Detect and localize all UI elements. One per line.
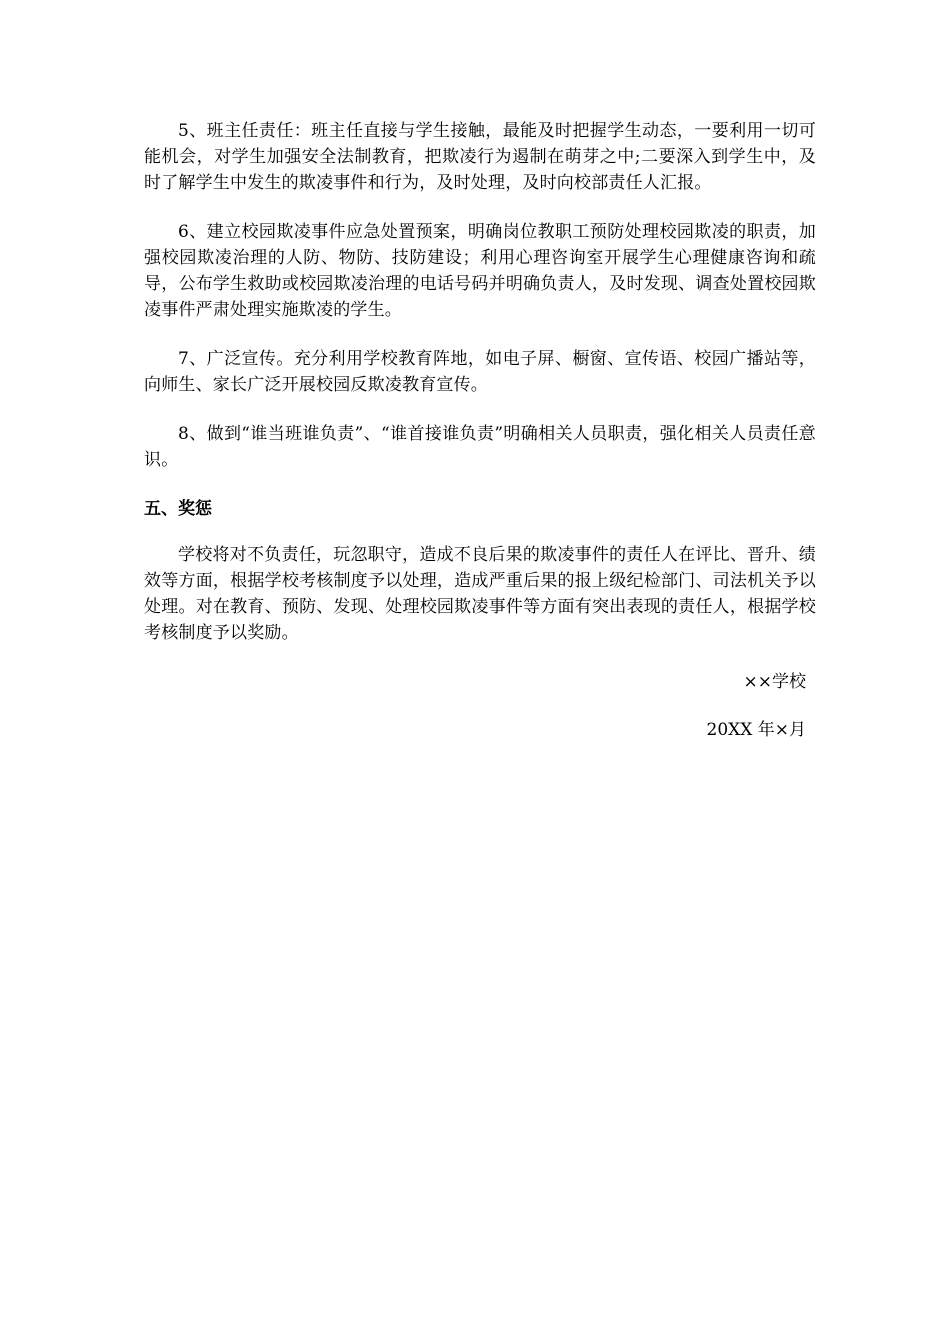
document-body [144, 118, 816, 765]
paragraph-8: 8、做到“谁当班谁负责”、“谁首接谁负责”明确相关人员职责，强化相关人员责任意识。 [144, 424, 816, 470]
paragraph-6: 6、建立校园欺凌事件应急处置预案，明确岗位教职工预防处理校园欺凌的职责，加强校园欺凌治理的人防、物防、技防建设；利用心理咨询室开展学生心理健康咨询和疏导，公布学生救助或校园欺凌治理的电话号码并明确负责人，及时发现、调查处置校园欺凌事件严肃处理实施欺凌的学生。 [144, 222, 816, 320]
paragraph-7: 7、广泛宣传。充分利用学校教育阵地，如电子屏、橱窗、宣传语、校园广播站等，向师生、家长广泛开展校园反欺凌教育宣传。 [144, 349, 816, 395]
paragraph-5: 5、班主任责任：班主任直接与学生接触，最能及时把握学生动态，一要利用一切可能机会，对学生加强安全法制教育，把欺凌行为遏制在萌芽之中;二要深入到学生中，及时了解学生中发生的欺凌事件和行为，及时处理，及时向校部责任人汇报。 [144, 121, 816, 193]
section-paragraph: 学校将对不负责任，玩忽职守，造成不良后果的欺凌事件的责任人在评比、晋升、绩效等方面，根据学校考核制度予以处理，造成严重后果的报上级纪检部门、司法机关予以处理。对在教育、预防、发现、处理校园欺凌事件等方面有突出表现的责任人，根据学校考核制度予以奖励。 [144, 545, 816, 643]
signature-school: ××学校 [743, 672, 806, 692]
signature-date: 20XX 年×月 [706, 720, 806, 740]
section-heading: 五、奖惩 [144, 499, 212, 519]
